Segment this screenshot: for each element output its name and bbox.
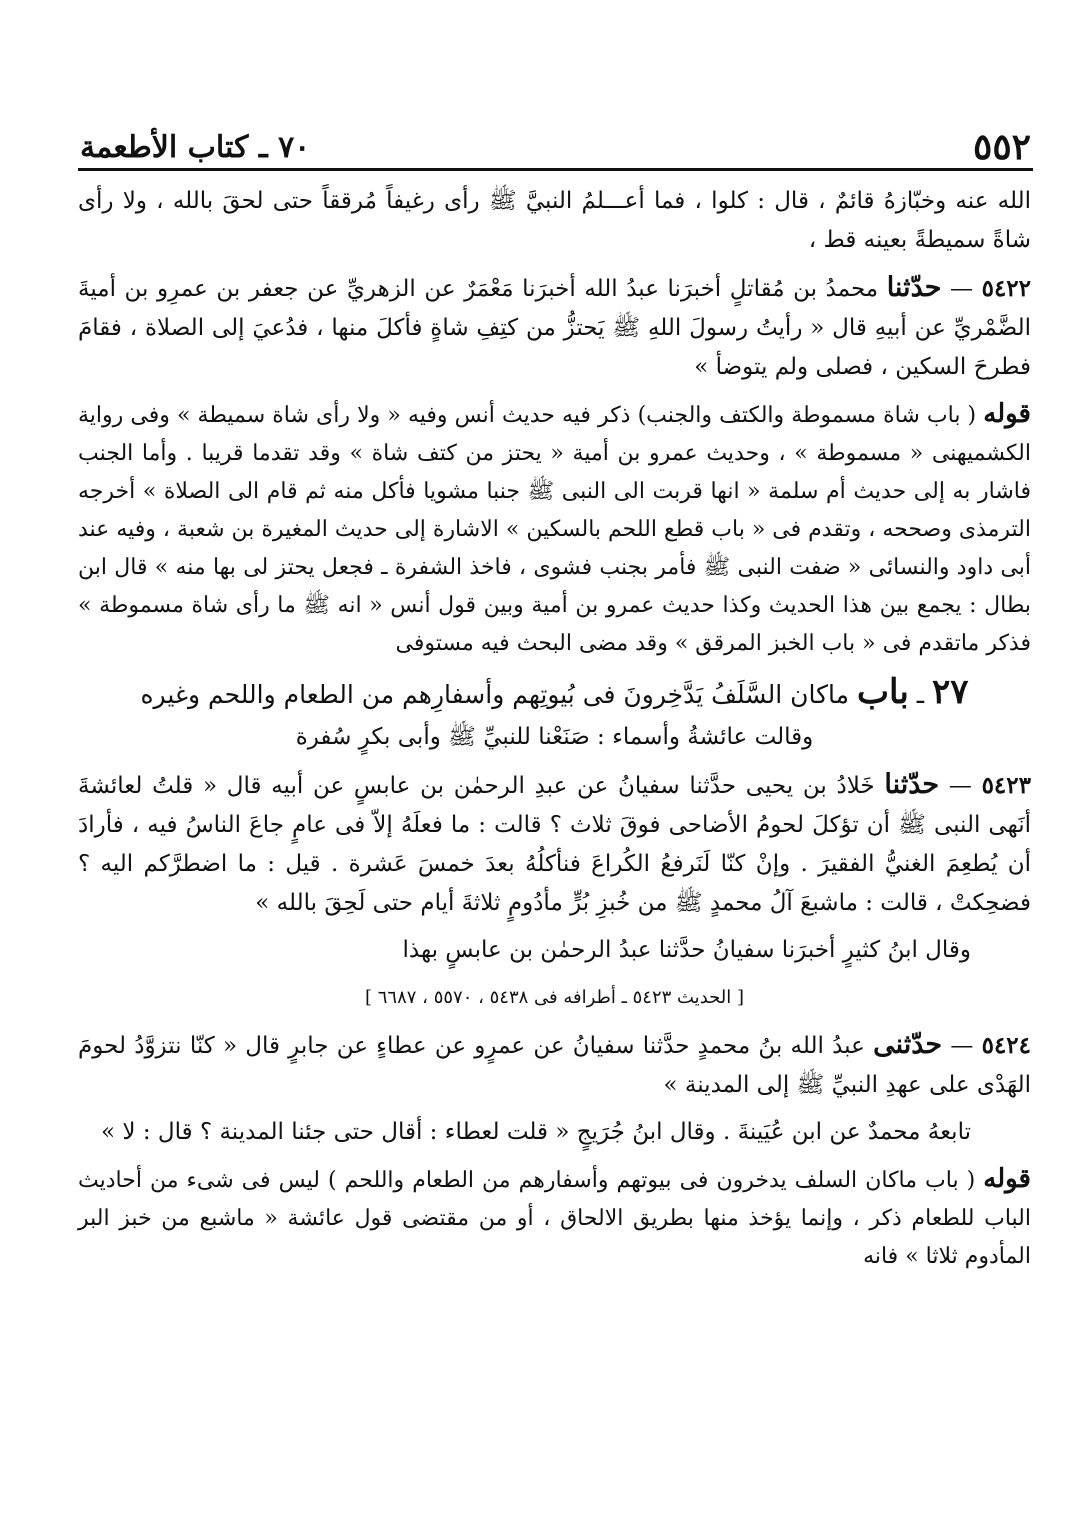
commentary-text: ( باب ماكان السلف يدخرون فى بيوتهم وأسفارهم من الطعام واللحم ) ليس فى شىء من أحاديث الباب للطعام ذكر ، وإنما يؤخذ منها بطريق الالحاق ، أو من مقتضى قول عائشة « ماشبع من خبز البر المأدوم ثلاثا » فانه [78,1168,1031,1269]
hadith-text: عبدُ الله بنُ محمدٍ حدَّثنا سفيانُ عن عمرٍو عن عطاءٍ عن جابرٍ قال « كنّا نتزوَّدُ لحومَ الهَدْى على عهدِ النبيِّ ﷺ إلى المدينة » [78,1033,1031,1098]
haddathani-word: حدّثنى [873,1029,943,1060]
hadith-number: ٥٤٢٤ [981,1032,1032,1059]
qawluh-word: قوله [983,399,1031,429]
hadith-continuation: الله عنه وخبّازهُ قائمٌ ، قال : كلوا ، فما أعـــلمُ النبيَّ ﷺ رأى رغيفاً مُرققاً حتى لحقَ بالله ، ولا رأى شاةً سميطةً بعينه قط ، [78,188,1031,253]
chapter-bab: باب [856,672,909,712]
chapter-title: ماكان السَّلَفُ يَدَّخِرونَ فى بُيوتِهم وأسفارِهم من الطعام واللحم وغيره [140,680,849,709]
page-body [78,182,1031,1284]
chapter-dash: ـ [916,680,925,709]
chapter-number: ٢٧ [932,672,969,712]
page-header [80,122,1031,172]
chapter-subtitle: وقالت عائشةُ وأسماء : صَنَعْنا للنبيِّ ﷺ وأبى بكرٍ سُفرة [295,724,814,750]
hadith-5422: ٥٤٢٢ — حدّثنا محمدُ بن مُقاتلٍ أخبرَنا عبدُ الله أخبرَنا مَعْمَرٌ عن الزهريِّ عن جعفر بن عمرِو بن أميةَ الضَّمْريِّ عن أبيهِ قال « رأيتُ رسولَ اللهِ ﷺ يَحتزُّ من كتِفِ شاةٍ فأكلَ منها ، فدُعيَ إلى الصلاة ، فقامَ فطرحَ السكين ، فصلى ولم يتوضأ » [78,272,1032,380]
commentary-1 [78,395,1031,663]
haddathana-word: حدّثنا [886,272,942,303]
book-title: ٧٠ ـ كتاب الأطعمة [80,129,311,165]
hadith-follow: تابعهُ محمدٌ عن ابن عُيَينةَ . وقال ابنُ جُرَيجٍ « قلت لعطاء : أقال حتى جئنا المدينة ؟ قال : لا » [101,1119,971,1145]
haddathana-word: حدّثنا [884,769,940,800]
header-rule [78,168,1033,171]
hadith-5423: ٥٤٢٣ — حدّثنا خَلادُ بن يحيى حدَّثنا سفيانُ عن عبدِ الرحمٰن بن عابسٍ عن أبيه قال « قلتُ لعائشةَ أنَهى النبى ﷺ أن تؤكلَ لحومُ الأضاحى فوقَ ثلاث ؟ قالت : ما فعلَهُ إلاّ فى عامٍ جاعَ الناسُ فيه ، فأرادَ أن يُطعِمَ الغنيُّ الفقيرَ . وإنْ كنّا لَنَرفعُ الكُراعَ فنأكلُهُ بعدَ خمسَ عَشرة . قيل : ما اضطرَّكم اليه ؟ فضحِكتْ ، قالت : ماشبعَ آلُ محمدٍ ﷺ من خُبزِ بُرٍّ مأدُومٍ ثلاثةَ أيام حتى لَحِقَ بالله » [78,769,1031,916]
page-number: ٥٥٢ [972,126,1031,168]
chapter-heading [78,671,1031,716]
hadith-follow: وقال ابنُ كثيرٍ أخبرَنا سفيانُ حدَّثنا عبدُ الرحمٰن بن عابسٍ بهذا [402,937,971,963]
qawluh-word: قوله [983,1164,1031,1194]
hadith-text: خَلادُ بن يحيى حدَّثنا سفيانُ عن عبدِ الرحمٰن بن عابسٍ عن أبيه قال « قلتُ لعائشةَ أنَهى النبى ﷺ أن تؤكلَ لحومُ الأضاحى فوقَ ثلاث ؟ قالت : ما فعلَهُ إلاّ فى عامٍ جاعَ الناسُ فيه ، فأرادَ أن يُطعِمَ الغنيُّ الفقيرَ . وإنْ كنّا لَنَرفعُ الكُراعَ فنأكلُهُ بعدَ خمسَ عَشرة . قيل : ما اضطرَّكم اليه ؟ فضحِكتْ ، قالت : ماشبعَ آلُ محمدٍ ﷺ من خُبزِ بُرٍّ مأدُومٍ ثلاثةَ أيام حتى لَحِقَ بالله » [78,773,1031,916]
hadith-number: ٥٤٢٣ [981,772,1031,799]
hadith-text: محمدُ بن مُقاتلٍ أخبرَنا عبدُ الله أخبرَنا مَعْمَرٌ عن الزهريِّ عن جعفر بن عمرِو بن أميةَ الضَّمْريِّ عن أبيهِ قال « رأيتُ رسولَ اللهِ ﷺ يَحتزُّ من كتِفِ شاةٍ فأكلَ منها ، فدُعيَ إلى الصلاة ، فقامَ فطرحَ السكين ، فصلى ولم يتوضأ » [78,276,1031,380]
hadith-number: ٥٤٢٢ [981,275,1032,302]
commentary-2 [78,1160,1031,1276]
hadith-reference: [ الحديث ٥٤٢٣ ـ أطرافه فى ٥٤٣٨ ، ٥٥٧٠ ، ٦٦٨٧ ] [365,987,744,1008]
commentary-text: ( باب شاة مسموطة والكتف والجنب) ذكر فيه حديث أنس وفيه « ولا رأى شاة سميطة » وفى رواية الكشميهنى « مسموطة » ، وحديث عمرو بن أمية « يحتز من كتف شاة » وقد تقدما قريبا . وأما الجنب فاشار به إلى حديث أم سلمة « انها قربت الى النبى ﷺ جنبا مشويا فأكل منه ثم قام الى الصلاة » أخرجه الترمذى وصححه ، وتقدم فى « باب قطع اللحم بالسكين » الاشارة إلى حديث المغيرة بن شعبة ، وفيه عند أبى داود والنسائى « ضفت النبى ﷺ فأمر بجنب فشوى ، فاخذ الشفرة ـ فجعل يحتز لى بها منه » قال ابن بطال : يجمع بين هذا الحديث وكذا حديث عمرو بن أمية وبين قول أنس « انه ﷺ ما رأى شاة مسموطة » فذكر ماتقدم فى « باب الخبز المرقق » وقد مضى البحث فيه مستوفى [78,403,1031,656]
hadith-5424: ٥٤٢٤ — حدّثنى عبدُ الله بنُ محمدٍ حدَّثنا سفيانُ عن عمرٍو عن عطاءٍ عن جابرٍ قال « كنّا نتزوَّدُ لحومَ الهَدْى على عهدِ النبيِّ ﷺ إلى المدينة » [78,1029,1032,1098]
